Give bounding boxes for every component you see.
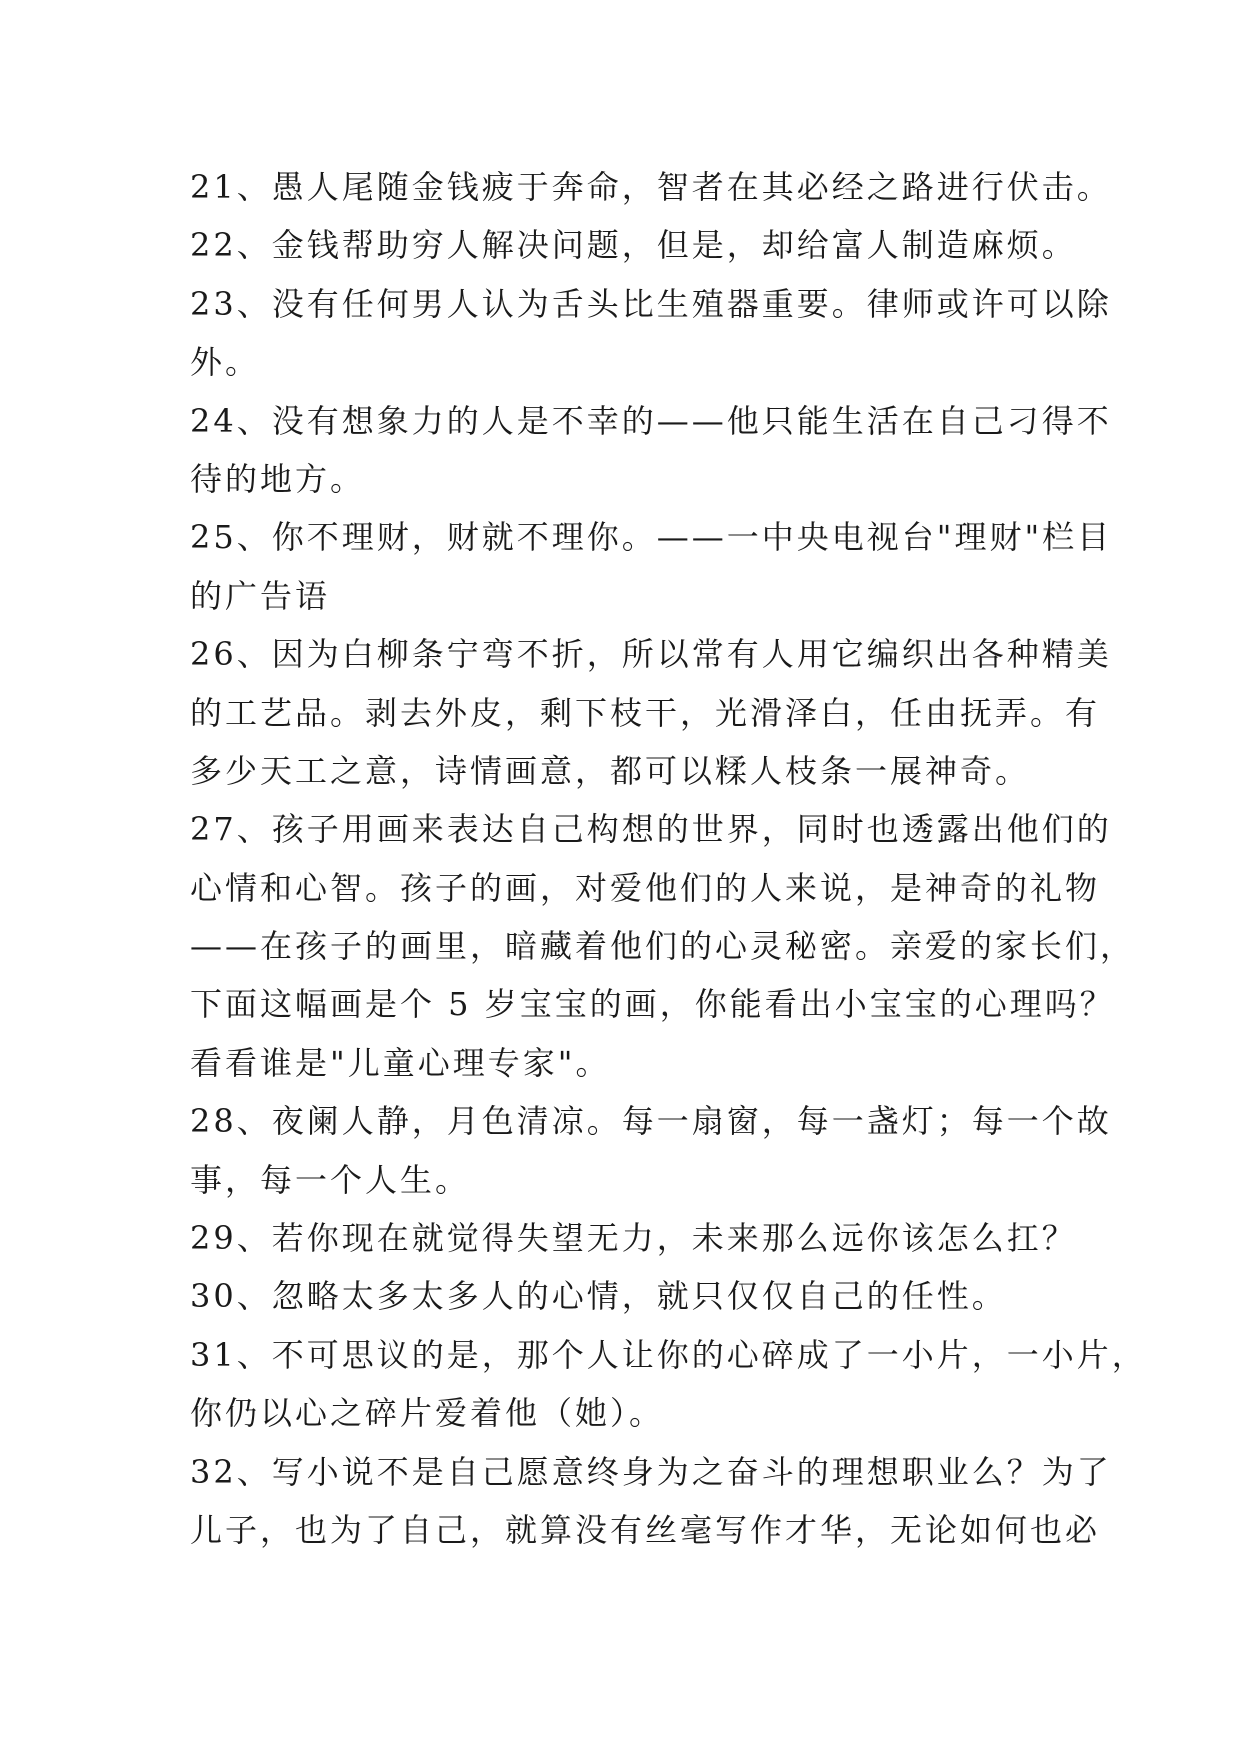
text-line-21: 31、不可思议的是，那个人让你的心碎成了一小片，一小片，	[190, 1335, 1147, 1374]
text-line-13: 心情和心智。孩子的画，对爱他们的人来说，是神奇的礼物	[190, 868, 1101, 907]
text-line-20: 30、忽略太多太多人的心情，就只仅仅自己的任性。	[190, 1277, 1007, 1316]
text-line-18: 事，每一个人生。	[190, 1160, 471, 1199]
text-line-9: 26、因为白柳条宁弯不折，所以常有人用它编织出各种精美	[190, 635, 1112, 674]
text-line-11: 多少天工之意，诗情画意，都可以糅人枝条一展神奇。	[190, 751, 1031, 790]
text-line-17: 28、夜阑人静，月色清凉。每一扇窗，每一盏灯；每一个故	[190, 1102, 1112, 1141]
text-line-7: 25、你不理财，财就不理你。——一中央电视台"理财"栏目	[190, 518, 1113, 557]
text-line-14: ——在孩子的画里，暗藏着他们的心灵秘密。亲爱的家长们，	[190, 927, 1136, 966]
text-line-24: 儿子，也为了自己，就算没有丝毫写作才华，无论如何也必	[190, 1510, 1101, 1549]
text-line-16: 看看谁是"儿童心理专家"。	[190, 1043, 611, 1082]
text-line-15: 下面这幅画是个 5 岁宝宝的画，你能看出小宝宝的心理吗？	[190, 985, 1115, 1024]
text-line-4: 外。	[190, 343, 261, 382]
text-line-23: 32、写小说不是自己愿意终身为之奋斗的理想职业么？为了	[190, 1452, 1112, 1491]
text-line-12: 27、孩子用画来表达自己构想的世界，同时也透露出他们的	[190, 810, 1112, 849]
document-body	[190, 158, 1147, 1559]
text-line-19: 29、若你现在就觉得失望无力，未来那么远你该怎么扛？	[190, 1219, 1077, 1258]
text-line-3: 23、没有任何男人认为舌头比生殖器重要。律师或许可以除	[190, 284, 1112, 323]
text-line-10: 的工艺品。剥去外皮，剩下枝干，光滑泽白，任由抚弄。有	[190, 693, 1101, 732]
text-line-6: 待的地方。	[190, 459, 366, 498]
text-line-8: 的广告语	[190, 576, 331, 615]
text-line-5: 24、没有想象力的人是不幸的——他只能生活在自己刁得不	[190, 401, 1112, 440]
text-line-22: 你仍以心之碎片爱着他（她）。	[190, 1394, 665, 1433]
text-line-2: 22、金钱帮助穷人解决问题，但是，却给富人制造麻烦。	[190, 226, 1077, 265]
text-line-1: 21、愚人尾随金钱疲于奔命，智者在其必经之路进行伏击。	[190, 168, 1112, 206]
